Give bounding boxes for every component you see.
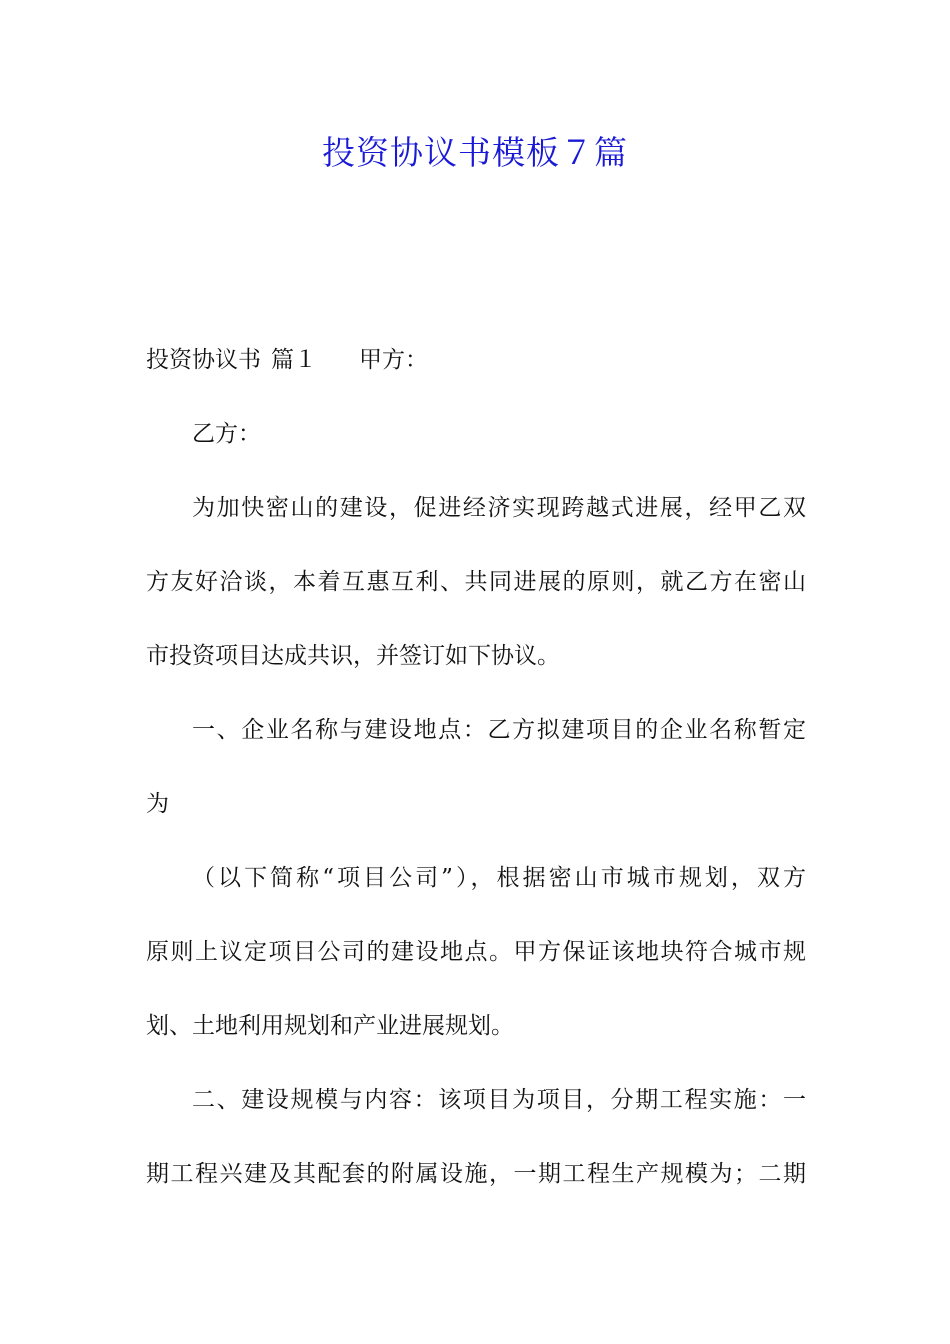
- section-header-line: [146, 336, 806, 410]
- section-label: 篇１: [271, 347, 317, 373]
- paragraph-line: 原则上议定项目公司的建设地点。甲方保证该地块符合城市规: [146, 939, 806, 965]
- party-b-line: 乙方：: [192, 421, 261, 447]
- document-title: 投资协议书模板７篇: [322, 133, 628, 172]
- paragraph-line: （以下简称“项目公司”），根据密山市城市规划，双方: [192, 865, 806, 891]
- paragraph-line: 市投资项目达成共识，并签订如下协议。: [146, 643, 560, 669]
- paragraph-line: 为: [146, 791, 169, 817]
- paragraph-line: 划、土地利用规划和产业进展规划。: [146, 1013, 514, 1039]
- document-body: [146, 336, 806, 1224]
- paragraph-line: 为加快密山的建设，促进经济实现跨越式进展，经甲乙双: [192, 495, 806, 521]
- party-a-label: 甲方：: [359, 347, 428, 373]
- doc-label: 投资协议书: [146, 347, 261, 373]
- paragraph-line: 期工程兴建及其配套的附属设施，一期工程生产规模为；二期: [146, 1161, 806, 1187]
- paragraph-line: 方友好洽谈，本着互惠互利、共同进展的原则，就乙方在密山: [146, 569, 806, 595]
- paragraph-line: 二、建设规模与内容：该项目为项目，分期工程实施：一: [192, 1087, 806, 1113]
- paragraph-line: 一、企业名称与建设地点：乙方拟建项目的企业名称暂定: [192, 717, 806, 743]
